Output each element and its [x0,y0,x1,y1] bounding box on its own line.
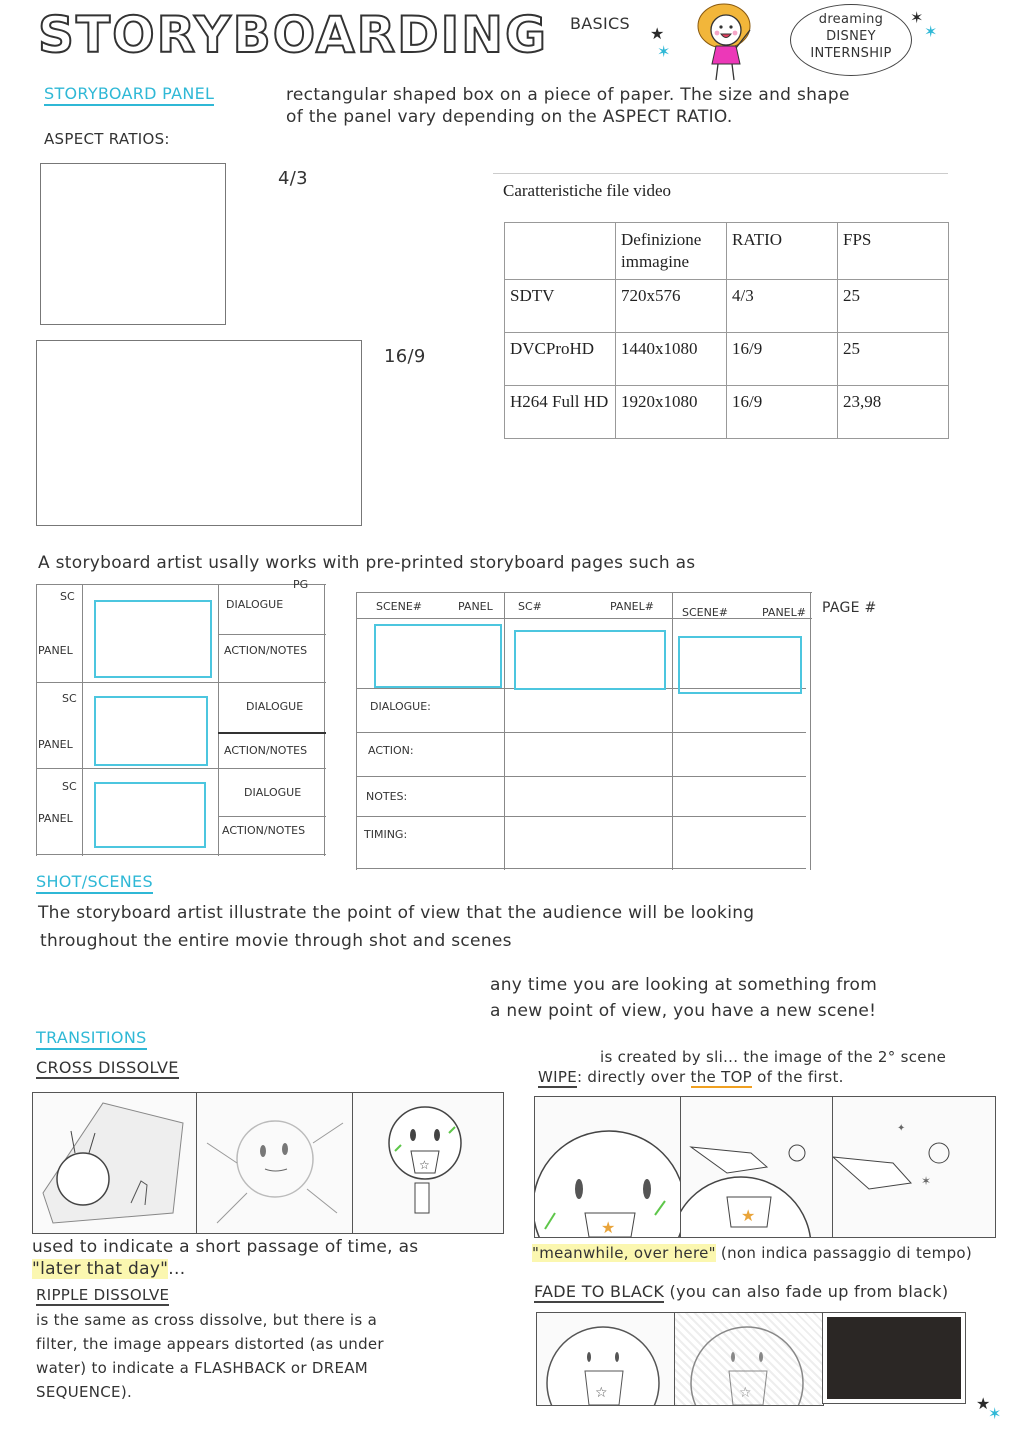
wipe-sketch-strip [534,1096,996,1238]
ripple-line: water) to indicate a FLASHBACK or DREAM [36,1359,369,1377]
table-cell: 1920x1080 [616,386,727,439]
panel-number-label: PANEL# [762,606,806,619]
panel-frame [374,624,502,688]
shot-scenes-note-1: any time you are looking at something from [490,975,878,995]
star-icon: ★ [650,24,665,43]
panel-frame [94,782,206,848]
panel-frame [678,636,802,694]
table-header-row [505,223,949,280]
fade-to-black-note: (you can also fade up from black) [669,1282,949,1301]
table-header-cell [505,223,616,280]
speech-bubble [790,4,912,76]
panel-frame [94,600,212,678]
dialogue-label: DIALOGUE [244,786,302,799]
vertical-storyboard-template [36,578,326,856]
svg-text:☆: ☆ [419,1158,430,1172]
action-notes-label: ACTION/NOTES [224,644,308,657]
bubble-line: dreaming [818,12,884,27]
character-closeup-sketch [535,1097,681,1237]
character-front-sketch [353,1093,503,1233]
table-header-cell: Definizione immagine [616,223,727,280]
ratio-label-16-9: 16/9 [384,346,426,367]
shot-scenes-line-2: throughout the entire movie through shot and scenes [40,931,512,951]
star-icon: ★ [976,1394,991,1413]
bubble-line: INTERNSHIP [810,46,892,61]
sketch-panel [822,1312,966,1404]
wipe-desc-top: is created by sli... the image of the 2° scene [600,1048,947,1066]
cross-dissolve-sketch-strip [32,1092,504,1234]
page-number-label: PAGE # [822,600,877,616]
svg-text:★: ★ [601,1218,616,1237]
definition-line-2: of the panel vary depending on the ASPECT RATIO. [286,107,733,127]
panel-label: PANEL [38,812,73,825]
table-cell: 720x576 [616,280,727,333]
preprinted-intro: A storyboard artist usally works with pre-printed storyboard pages such as [38,553,696,573]
table-cell: DVCProHD [505,333,616,386]
ripple-line: filter, the image appears distorted (as under [36,1335,384,1353]
star-icon: ✶ [910,8,924,27]
dialogue-label: DIALOGUE [226,598,284,611]
wipe-desc-text: of the first. [757,1068,844,1086]
fade-sketch-strip [536,1312,984,1404]
table-row [505,386,949,439]
scene-number-label: SCENE# [376,600,423,613]
character-back-view-sketch [33,1093,197,1233]
row-label-notes: NOTES: [366,790,408,803]
aspect-box-4-3 [40,163,226,325]
svg-text:✶: ✶ [921,1174,932,1188]
definition-line-1: rectangular shaped box on a piece of paper. The size and shape [286,85,850,105]
panel-frame [94,696,208,766]
row-label-action: ACTION: [368,744,414,757]
panel-frame [514,630,666,690]
svg-text:✦: ✦ [897,1123,906,1134]
ellipsis: ... [168,1259,186,1279]
pg-label: PG [293,578,309,591]
sketch-panel [536,1312,676,1406]
table-cell: SDTV [505,280,616,333]
action-notes-label: ACTION/NOTES [224,744,308,757]
subtitle-basics: BASICS [570,14,630,33]
table-row [505,333,949,386]
scene-number-label: SCENE# [682,606,729,619]
wipe-desc-text: : directly over [576,1068,686,1086]
shot-scenes-line-1: The storyboard artist illustrate the point of view that the audience will be looking [38,903,755,923]
spaceship-sketch [833,1097,995,1237]
section-shot-scenes: SHOT/SCENES [36,872,153,894]
character-faded-sketch [197,1093,353,1233]
sc-label: SC [60,590,75,603]
ripple-line: is the same as cross dissolve, but there is a [36,1311,378,1329]
aspect-box-16-9 [36,340,362,526]
ratio-label-4-3: 4/3 [278,168,308,189]
cross-dissolve-label: CROSS DISSOLVE [36,1058,179,1077]
sc-label: SC [62,692,77,705]
table-cell: 25 [838,280,949,333]
ripple-dissolve-label: RIPPLE DISSOLVE [36,1286,170,1304]
horizontal-storyboard-template [356,592,812,870]
svg-text:★: ★ [741,1206,756,1225]
dialogue-label: DIALOGUE [246,700,304,713]
table-header-cell: FPS [838,223,949,280]
black-frame [827,1317,961,1399]
sketch-panel [32,1092,198,1234]
table-cell: H264 Full HD [505,386,616,439]
cross-dissolve-example: "later that day" [32,1259,169,1279]
bubble-line: DISNEY [826,29,876,44]
table-cell: 16/9 [727,333,838,386]
sketch-panel [196,1092,354,1234]
action-notes-label: ACTION/NOTES [222,824,306,837]
shot-scenes-note-2: a new point of view, you have a new scene! [490,1001,877,1021]
sketch-panel [674,1312,824,1406]
panel-label: PANEL [38,738,73,751]
table-cell: 4/3 [727,280,838,333]
table-row [505,280,949,333]
panel-number-label: PANEL# [610,600,654,613]
table-cell: 16/9 [727,386,838,439]
cross-dissolve-example-line [32,1258,185,1280]
table-cell: 1440x1080 [616,333,727,386]
cartoon-girl-illustration [688,0,768,82]
section-storyboard-panel: STORYBOARD PANEL [44,84,214,106]
table-cell: 23,98 [838,386,949,439]
row-label-dialogue: DIALOGUE: [370,700,431,713]
divider [493,173,948,174]
page-title: STORYBOARDING [38,6,549,64]
panel-number-label: PANEL [458,600,493,613]
sketch-panel [534,1096,682,1238]
fade-to-black-heading [534,1282,948,1301]
wipe-label: WIPE [538,1068,577,1086]
sketch-panel [832,1096,996,1238]
character-face-fading-sketch [675,1313,823,1405]
table-cell: 25 [838,333,949,386]
wipe-highlight: the TOP [690,1068,753,1086]
fade-to-black-label: FADE TO BLACK [534,1282,665,1301]
wipe-transition-sketch [681,1097,833,1237]
wipe-note: (non indica passaggio di tempo) [720,1244,973,1262]
star-icon: ✶ [988,1404,1002,1423]
star-icon: ✶ [657,42,671,61]
video-table-title: Caratteristiche file video [503,181,672,200]
table-header-cell: RATIO [727,223,838,280]
svg-text:☆: ☆ [739,1385,752,1401]
row-label-timing: TIMING: [364,828,408,841]
wipe-desc-bottom [538,1068,844,1086]
ripple-dissolve-desc [36,1308,384,1404]
wipe-example: "meanwhile, over here" [532,1244,716,1262]
aspect-ratios-label: ASPECT RATIOS: [44,130,170,148]
svg-text:☆: ☆ [595,1385,608,1401]
character-face-sketch [537,1313,675,1405]
sc-label: SC [62,780,77,793]
panel-label: PANEL [38,644,73,657]
ripple-line: SEQUENCE). [36,1383,133,1401]
video-specs-table [504,222,949,439]
sketch-panel [680,1096,834,1238]
cross-dissolve-desc: used to indicate a short passage of time, as [32,1237,419,1257]
section-transitions: TRANSITIONS [36,1028,147,1050]
wipe-example-line [532,1244,972,1262]
scene-number-label: SC# [518,600,542,613]
sketch-panel [352,1092,504,1234]
star-icon: ✶ [924,22,938,41]
